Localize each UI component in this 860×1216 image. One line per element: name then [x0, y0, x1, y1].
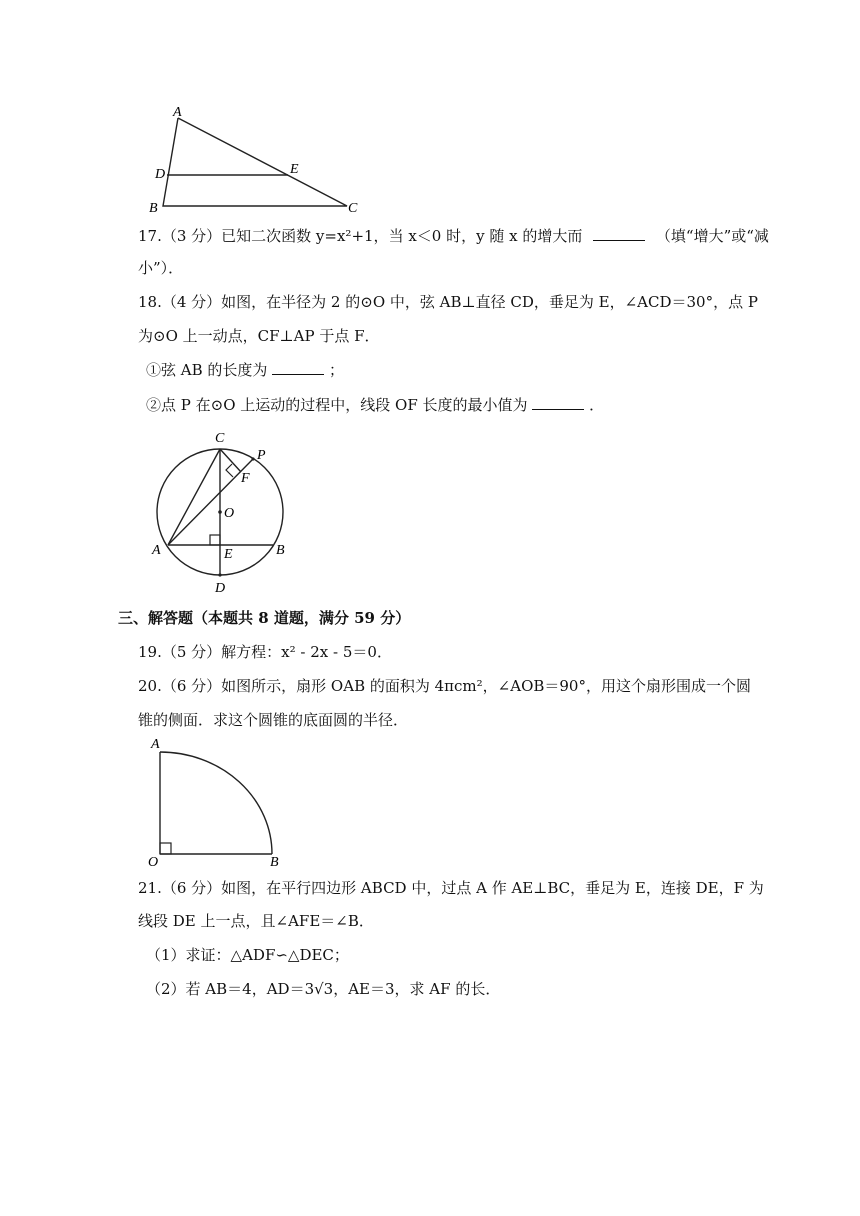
question-21-line-2: 线段 DE 上一点，且∠AFE＝∠B．: [138, 912, 374, 930]
question-18-sub-1: ①弦 AB 的长度为 ；: [146, 361, 344, 379]
circle-figure-18: [140, 420, 310, 598]
label-E: E: [290, 162, 299, 177]
label-B: B: [276, 543, 285, 558]
question-20-line-1: 20.（6 分）如图所示，扇形 OAB 的面积为 4πcm²，∠AOB＝90°，用这个扇形围成一个圆: [138, 677, 751, 695]
label-F: F: [241, 471, 250, 486]
question-17-line-2: 小”）．: [138, 259, 184, 277]
label-A: A: [152, 543, 161, 558]
label-P: P: [257, 448, 266, 463]
answer-blank-18-2: [532, 409, 584, 410]
question-18-line-2: 为⊙O 上一动点，CF⊥AP 于点 F．: [138, 327, 380, 345]
section-3-heading: 三、解答题（本题共 8 道题，满分 59 分）: [118, 609, 411, 627]
question-18-sub-2: ②点 P 在⊙O 上运动的过程中，线段 OF 长度的最小值为 ．: [146, 396, 605, 414]
label-E: E: [224, 547, 233, 562]
answer-blank-17: [593, 240, 645, 241]
label-C: C: [348, 201, 358, 216]
question-19: 19.（5 分）解方程：x² - 2x - 5＝0．: [138, 643, 392, 661]
triangle-figure-17: [140, 100, 370, 218]
question-21-part-1: （1）求证：△ADF∽△DEC；: [146, 946, 349, 964]
question-21-part-2: （2）若 AB＝4，AD＝3√3，AE＝3，求 AF 的长．: [146, 980, 501, 998]
question-18-line-1: 18.（4 分）如图，在半径为 2 的⊙O 中，弦 AB⊥直径 CD，垂足为 E，∠ACD＝30°，点 P: [138, 293, 758, 311]
answer-blank-18-1: [272, 374, 324, 375]
label-A: A: [151, 737, 160, 752]
sector-figure-20: [140, 734, 300, 868]
label-C: C: [215, 431, 225, 446]
question-21-line-1: 21.（6 分）如图，在平行四边形 ABCD 中，过点 A 作 AE⊥BC，垂足为 E，连接 DE，F 为: [138, 879, 764, 897]
label-O: O: [148, 855, 159, 868]
label-B: B: [149, 201, 158, 216]
label-D: D: [155, 167, 166, 182]
label-A: A: [173, 105, 182, 120]
label-O: O: [224, 506, 235, 521]
label-B: B: [270, 855, 279, 868]
question-17-line-1: 17.（3 分）已知二次函数 y=x²+1，当 x＜0 时，y 随 x 的增大而 （填“增大”或“减: [138, 227, 769, 245]
question-20-line-2: 锥的侧面．求这个圆锥的底面圆的半径．: [138, 711, 409, 729]
label-D: D: [215, 581, 226, 596]
